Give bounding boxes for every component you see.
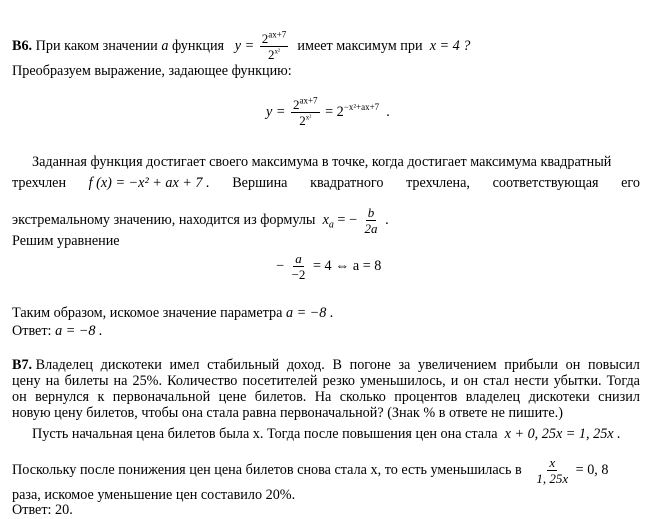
- b6-vertex-fraction: $\frac{b}{2a}$: [364, 205, 378, 236]
- b6-paragraph-line-1: Заданная функция достигает своего максимума в точке, когда достигает максимума квадратный: [32, 154, 612, 170]
- b7-line-2: цену на билеты на 25%. Количество посетителей резко уменьшилось, и он стал нести убытки. Тогда: [12, 373, 640, 389]
- b6-var-a: a: [161, 37, 169, 54]
- b6-label: В6.: [12, 37, 33, 54]
- b7-line-7: раза, искомое уменьшение цен составило 20%.: [12, 487, 296, 503]
- b6-equation: y = $\frac{2^{ax+7}}{2^{x^2}}$ = $2^{-x^2+ax+7}$ .: [266, 95, 390, 128]
- b7-line-3: он вернулся к первоначальной цене билетов. На сколько процентов владелец дискотеки снизил: [12, 389, 640, 405]
- b7-line-5: Пусть начальная цена билетов была x. Тогда после повышения цен она стала x + 0, 25x = 1, 25x .: [32, 426, 621, 442]
- b6-conclusion: Таким образом, искомое значение параметра a = −8 .: [12, 305, 334, 321]
- b7-label: В7.: [12, 357, 33, 373]
- b6-q-y: y =: [234, 37, 255, 54]
- b6-question-text-2: функция: [171, 37, 225, 54]
- b6-f-expression: f (x) = −x² + ax + 7 .: [88, 175, 210, 191]
- b7-ratio-fraction: $\frac{x}{1, 25x}$: [536, 455, 569, 486]
- b6-q-x: x = 4 ?: [429, 37, 471, 54]
- b6-transform-text: Преобразуем выражение, задающее функцию:: [12, 63, 292, 79]
- b6-paragraph-line-3: экстремальному значению, находится из формулы $x_a$ = − $\frac{b}{2a}$ .: [12, 205, 389, 236]
- b7-answer: Ответ: 20.: [12, 502, 73, 518]
- b6-paragraph-line-2: трехчлен f (x) = −x² + ax + 7 . Вершина квадратного трехчлена, соответствующая его: [12, 175, 640, 191]
- b6-solve-text: Решим уравнение: [12, 233, 120, 249]
- b6-question-line: [12, 29, 471, 62]
- b6-question-text-3: имеет максимум при: [297, 37, 423, 54]
- b6-question-text-1: При каком значении: [35, 37, 158, 54]
- b6-eq-fraction: $\frac{2^{ax+7}}{2^{x^2}}$: [292, 95, 318, 128]
- b7-line-6: Поскольку после понижения цен цена билетов снова стала x, то есть уменьшилась в $\frac{x}{1, 25x}$ = 0, 8: [12, 455, 609, 486]
- b6-q-fraction: $\frac{2^{ax+7}}{2^{x^2}}$: [261, 29, 287, 62]
- b6-solve-equation: − $\frac{a}{-2}$ = 4 ⇔ a = 8: [276, 251, 382, 282]
- b7-line-4: новую цену билетов, чтобы она стала равна первоначальной? (Знак % в ответе не пишите.): [12, 405, 563, 421]
- b7-line-1: В7. Владелец дискотеки имел стабильный доход. В погоне за увеличением прибыли он повысил: [12, 357, 640, 373]
- b6-answer: Ответ: a = −8 .: [12, 323, 103, 339]
